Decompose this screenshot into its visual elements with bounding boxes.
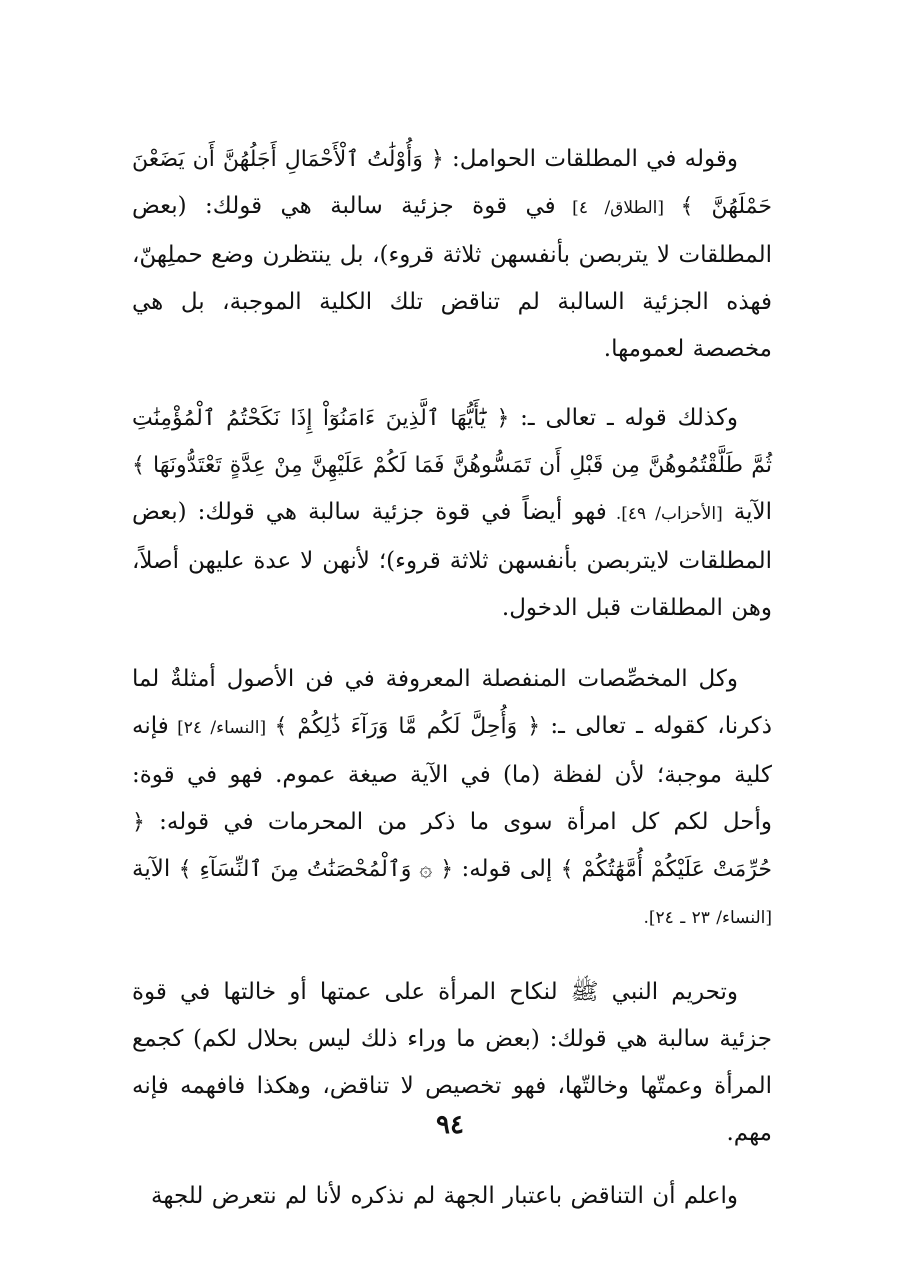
verse-reference: [النساء/ ٢٤] [168, 718, 275, 738]
text-segment: وتحريم النبي ﷺ لنكاح المرأة على عمتها أو خالتها في قوة جزئية سالبة هي قولك: (بعض ما وراء ذلك ليس بحلال لكم) كجمع المرأة وعمتّها وخالتّها، فهو تخصيص لا تناقض، وهكذا فافهمه فإنه مهم. [132, 979, 772, 1146]
text-segment: وقوله في المطلقات الحوامل: [443, 146, 738, 172]
text-segment: وكذلك قوله ـ تعالى ـ: [509, 405, 738, 431]
quran-verse: ﴿ وَأُوْلَٰتُ ٱلْأَحْمَالِ أَجَلُهُنَّ أَن يَضَعْنَ حَمْلَهُنَّ ﴾ [132, 147, 772, 219]
paragraph-separate-specifiers [132, 656, 772, 942]
quran-verse: ﴿ حُرِّمَتْ عَلَيْكُمْ أُمَّهَٰتُكُمْ ﴾ [132, 810, 772, 882]
text-segment: الآية [132, 856, 179, 882]
quran-verse: ﴿ وَأُحِلَّ لَكُم مَّا وَرَآءَ ذَٰلِكُمْ ﴾ [274, 714, 541, 739]
verse-reference: [الأحزاب/ ٤٩]. [606, 504, 723, 524]
paragraph-pregnant-divorcees [132, 136, 772, 373]
page-number: ٩٤ [436, 1110, 464, 1140]
text-segment: إلى قوله: [453, 856, 561, 882]
text-segment: فهو أيضاً في قوة جزئية سالبة هي قولك: (بعض المطلقات لايتربصن بأنفسهن ثلاثة قروء)؛ لأنهن لا عدة عليهن أصلاً، وهن المطلقات قبل الدخول. [132, 499, 772, 621]
verse-reference: [النساء/ ٢٣ ـ ٢٤]. [643, 908, 772, 928]
text-segment: في قوة جزئية سالبة هي قولك: (بعض المطلقات لا يتربصن بأنفسهن ثلاثة قروء)، بل ينتظرن وضع حملِهنّ، فهذه الجزئية السالبة لم تناقض تلك الكلية الموجبة، بل هي مخصصة لعمومها. [132, 193, 772, 362]
quran-verse: ﴿ ۞ وَٱلْمُحْصَنَٰتُ مِنَ ٱلنِّسَآءِ ﴾ [178, 857, 454, 882]
verse-reference: [الطلاق/ ٤] [555, 198, 681, 218]
text-segment: وكل المخصِّصات المنفصلة المعروفة في فن الأصول أمثلةٌ لما ذكرنا، كقوله ـ تعالى ـ: [132, 666, 772, 739]
paragraph-before-consummation [132, 395, 772, 632]
text-segment: الآية [722, 499, 772, 525]
quran-verse: ﴿ يَٰٓأَيُّهَا ٱلَّذِينَ ءَامَنُوٓاْ إِذَا نَكَحْتُمُ ٱلْمُؤْمِنَٰتِ ثُمَّ طَلَّقْتُمُوهُنَّ مِن قَبْلِ أَن تَمَسُّوهُنَّ فَمَا لَكُمْ عَلَيْهِنَّ مِنْ عِدَّةٍ تَعْتَدُّونَهَا ﴾ [132, 406, 772, 478]
text-segment: فإنه كلية موجبة؛ لأن لفظة (ما) في الآية صيغة عموم. فهو في قوة: وأحل لكم كل امرأة سوى ما ذكر من المحرمات في قوله: [132, 713, 772, 835]
paragraph-contradiction [132, 1173, 772, 1220]
text-segment: واعلم أن التناقض باعتبار الجهة لم نذكره لأنا لم نتعرض للجهة [151, 1183, 738, 1209]
